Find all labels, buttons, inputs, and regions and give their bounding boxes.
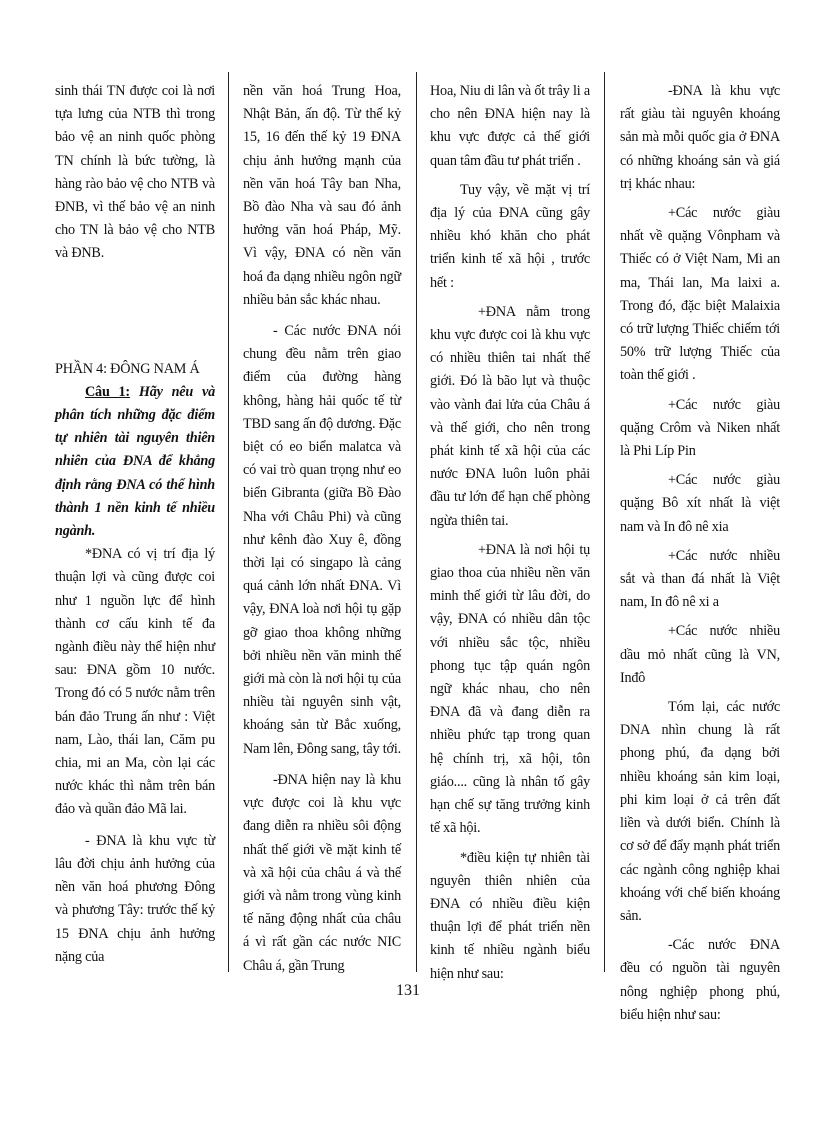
paragraph: +ĐNA là nơi hội tụ giao thoa của nhiều nền văn minh thế giới từ lâu đời, do vậy, ĐNA có nhiều dân tộc với nhiều sắc tộc, nhiều phong tục tập quán ngôn ngữ khác nhau, cho nên ĐNA đã và đang diễn ra nhiều phức tạp trong quan hệ chính trị, xã hội, tôn giáo.... cũng là nhân tố gây hạn chế sự tăng trưởng kinh tế xã hội.: [430, 541, 590, 837]
paragraph: Tóm lại, các nước DNA nhìn chung là rất phong phú, đa dạng bởi nhiều khoáng sản kim loại, phi kim loại ở cả trên đất liền và dưới biển. Chính là cơ sở để đẩy mạnh phát triển các ngành công nghiệp khai khoáng với chế biến khoáng sản.: [620, 699, 780, 924]
paragraph: -Các nước ĐNA đều có nguồn tài nguyên nông nghiệp phong phú, biểu hiện như sau:: [620, 937, 780, 1023]
paragraph: *điều kiện tự nhiên tài nguyên thiên nhiên của ĐNA có nhiều điều kiện thuận lợi để phát triển nền kinh tế nhiều ngành biểu hiện như sau:: [430, 849, 590, 982]
question: [55, 381, 215, 543]
question-text: Hãy nêu và phân tích những đặc điểm tự nhiên tài nguyên thiên nhiên của ĐNA để khẳng định rằng ĐNA có thể hình thành 1 nền kinh tế nhiều ngành.: [55, 383, 215, 540]
paragraph: - Các nước ĐNA nói chung đều nằm trên giao điểm của đường hàng không, hàng hải quốc tế từ TBD sang ấn độ dương. Đặc biệt có eo biển malatca và có vai trò quan trọng như eo biển Gibranta (giữa Bồ Đào Nha với Châu Phi) và cũng như kênh đào Xuy ê, đồng thời lại có singapo là cảng quá cảnh lớn nhất ĐNA. Vì vậy, ĐNA loà nơi hội tụ gặp gỡ giao thoa không những bởi nhiều nền văn minh thế giới mà còn là nơi hội tụ của nhiều tài nguyên sinh vật, khoáng sản từ Bắc xuống, Nam lên, Đông sang, tây tới.: [243, 323, 401, 757]
paragraph: Tuy vậy, về mặt vị trí địa lý của ĐNA cũng gây nhiều khó khăn cho phát triển kinh tế xã hội , trước hết :: [430, 181, 590, 291]
paragraph: -ĐNA là khu vực rất giàu tài nguyên khoáng sản mà mỗi quốc gia ở ĐNA có những khoáng sản và giá trị khác nhau:: [620, 83, 780, 192]
paragraph: -ĐNA hiện nay là khu vực được coi là khu vực đang diễn ra nhiều sôi động nhất thế giới về mặt kinh tế và xã hội của châu á và thế giới và nằm trong vùng kinh tế năng động nhất của châu á vì rất gần các nước NIC Châu á, gần Trung: [243, 771, 401, 974]
page-number: 131: [396, 982, 420, 999]
text-column-3: [430, 80, 590, 986]
paragraph: nền văn hoá Trung Hoa, Nhật Bản, ấn độ. Từ thế kỷ 15, 16 đến thế kỷ 19 ĐNA chịu ảnh hưởng mạnh của nền văn hoá Tây ban Nha, Bồ đào Nha và sau đó ảnh hưởng văn hoá Pháp, Mỹ. Vì vậy, ĐNA có nền văn hoá đa dạng nhiều ngôn ngữ nhiều bản sắc khác nhau.: [243, 83, 401, 308]
section-heading-text: PHẦN 4: ĐÔNG NAM Á: [55, 360, 200, 377]
paragraph: +Các nước giàu quặng Bô xít nhất là việt nam và In đô nê xia: [620, 472, 780, 535]
paragraph: +Các nước giàu quặng Crôm và Niken nhất là Phi Líp Pin: [620, 396, 780, 460]
paragraph: Hoa, Niu di lân và ốt trây li a cho nên ĐNA hiện nay là khu vực được cả thế giới quan tâm đầu tư phát triển .: [430, 83, 590, 169]
column-divider: [604, 72, 605, 972]
column-divider: [228, 72, 229, 972]
paragraph: +Các nước nhiều sắt và than đá nhất là Việt nam, In đô nê xi a: [620, 547, 780, 611]
paragraph: +Các nước giàu nhất về quặng Vônpham và Thiếc có ở Việt Nam, Mi an ma, Thái lan, Ma laixi a. Trong đó, đặc biệt Malaixia có trữ lượng Thiếc chiếm tới 50% trữ lượng Thiếc của toàn thế giới .: [620, 205, 780, 384]
column-divider: [416, 72, 417, 972]
paragraph: +ĐNA nằm trong khu vực được coi là khu vực có nhiều thiên tai nhất thế giới. Đó là bão lụt và thuộc vào vành đai lửa của Châu á và thế giới, cho nên trong phát kinh tế xã hội của các nước ĐNA luôn luôn phải đầu tư lớn để hạn chế phòng ngừa thiên tai.: [430, 303, 590, 529]
paragraph: sinh thái TN được coi là nơi tựa lưng của NTB thì trong bảo vệ an ninh quốc phòng TN chính là bức tường, là hàng rào bảo vệ cho NTB và ĐNB, vì thế bảo vệ an ninh cho TN là bảo vệ cho NTB và ĐNB.: [55, 83, 215, 262]
paragraph: +Các nước nhiều dầu mỏ nhất cũng là VN, Inđô: [620, 623, 780, 686]
text-column-4: [620, 80, 780, 1027]
section-heading: [55, 358, 215, 381]
paragraph: - ĐNA là khu vực từ lâu đời chịu ảnh hưởng của nền văn hoá phương Đông và phương Tây: trước thế kỷ 15 ĐNA chịu ảnh hưởng nặng của: [55, 832, 215, 965]
paragraph: *ĐNA có vị trí địa lý thuận lợi và cũng được coi như 1 nguồn lực để hình thành cơ cấu kinh tế đa ngành điều này thể hiện như sau: ĐNA gồm 10 nước. Trong đó có 5 nước nằm trên bán đảo Trung ấn như : Việt nam, Lào, thái lan, Căm pu chia, mi an Ma, còn lại các nước khác thì nằm trên bán đảo và quần đảo Mã lai.: [55, 546, 215, 818]
text-column-1: [55, 80, 215, 969]
text-column-2: [243, 80, 401, 978]
question-label: Câu 1:: [85, 383, 130, 400]
